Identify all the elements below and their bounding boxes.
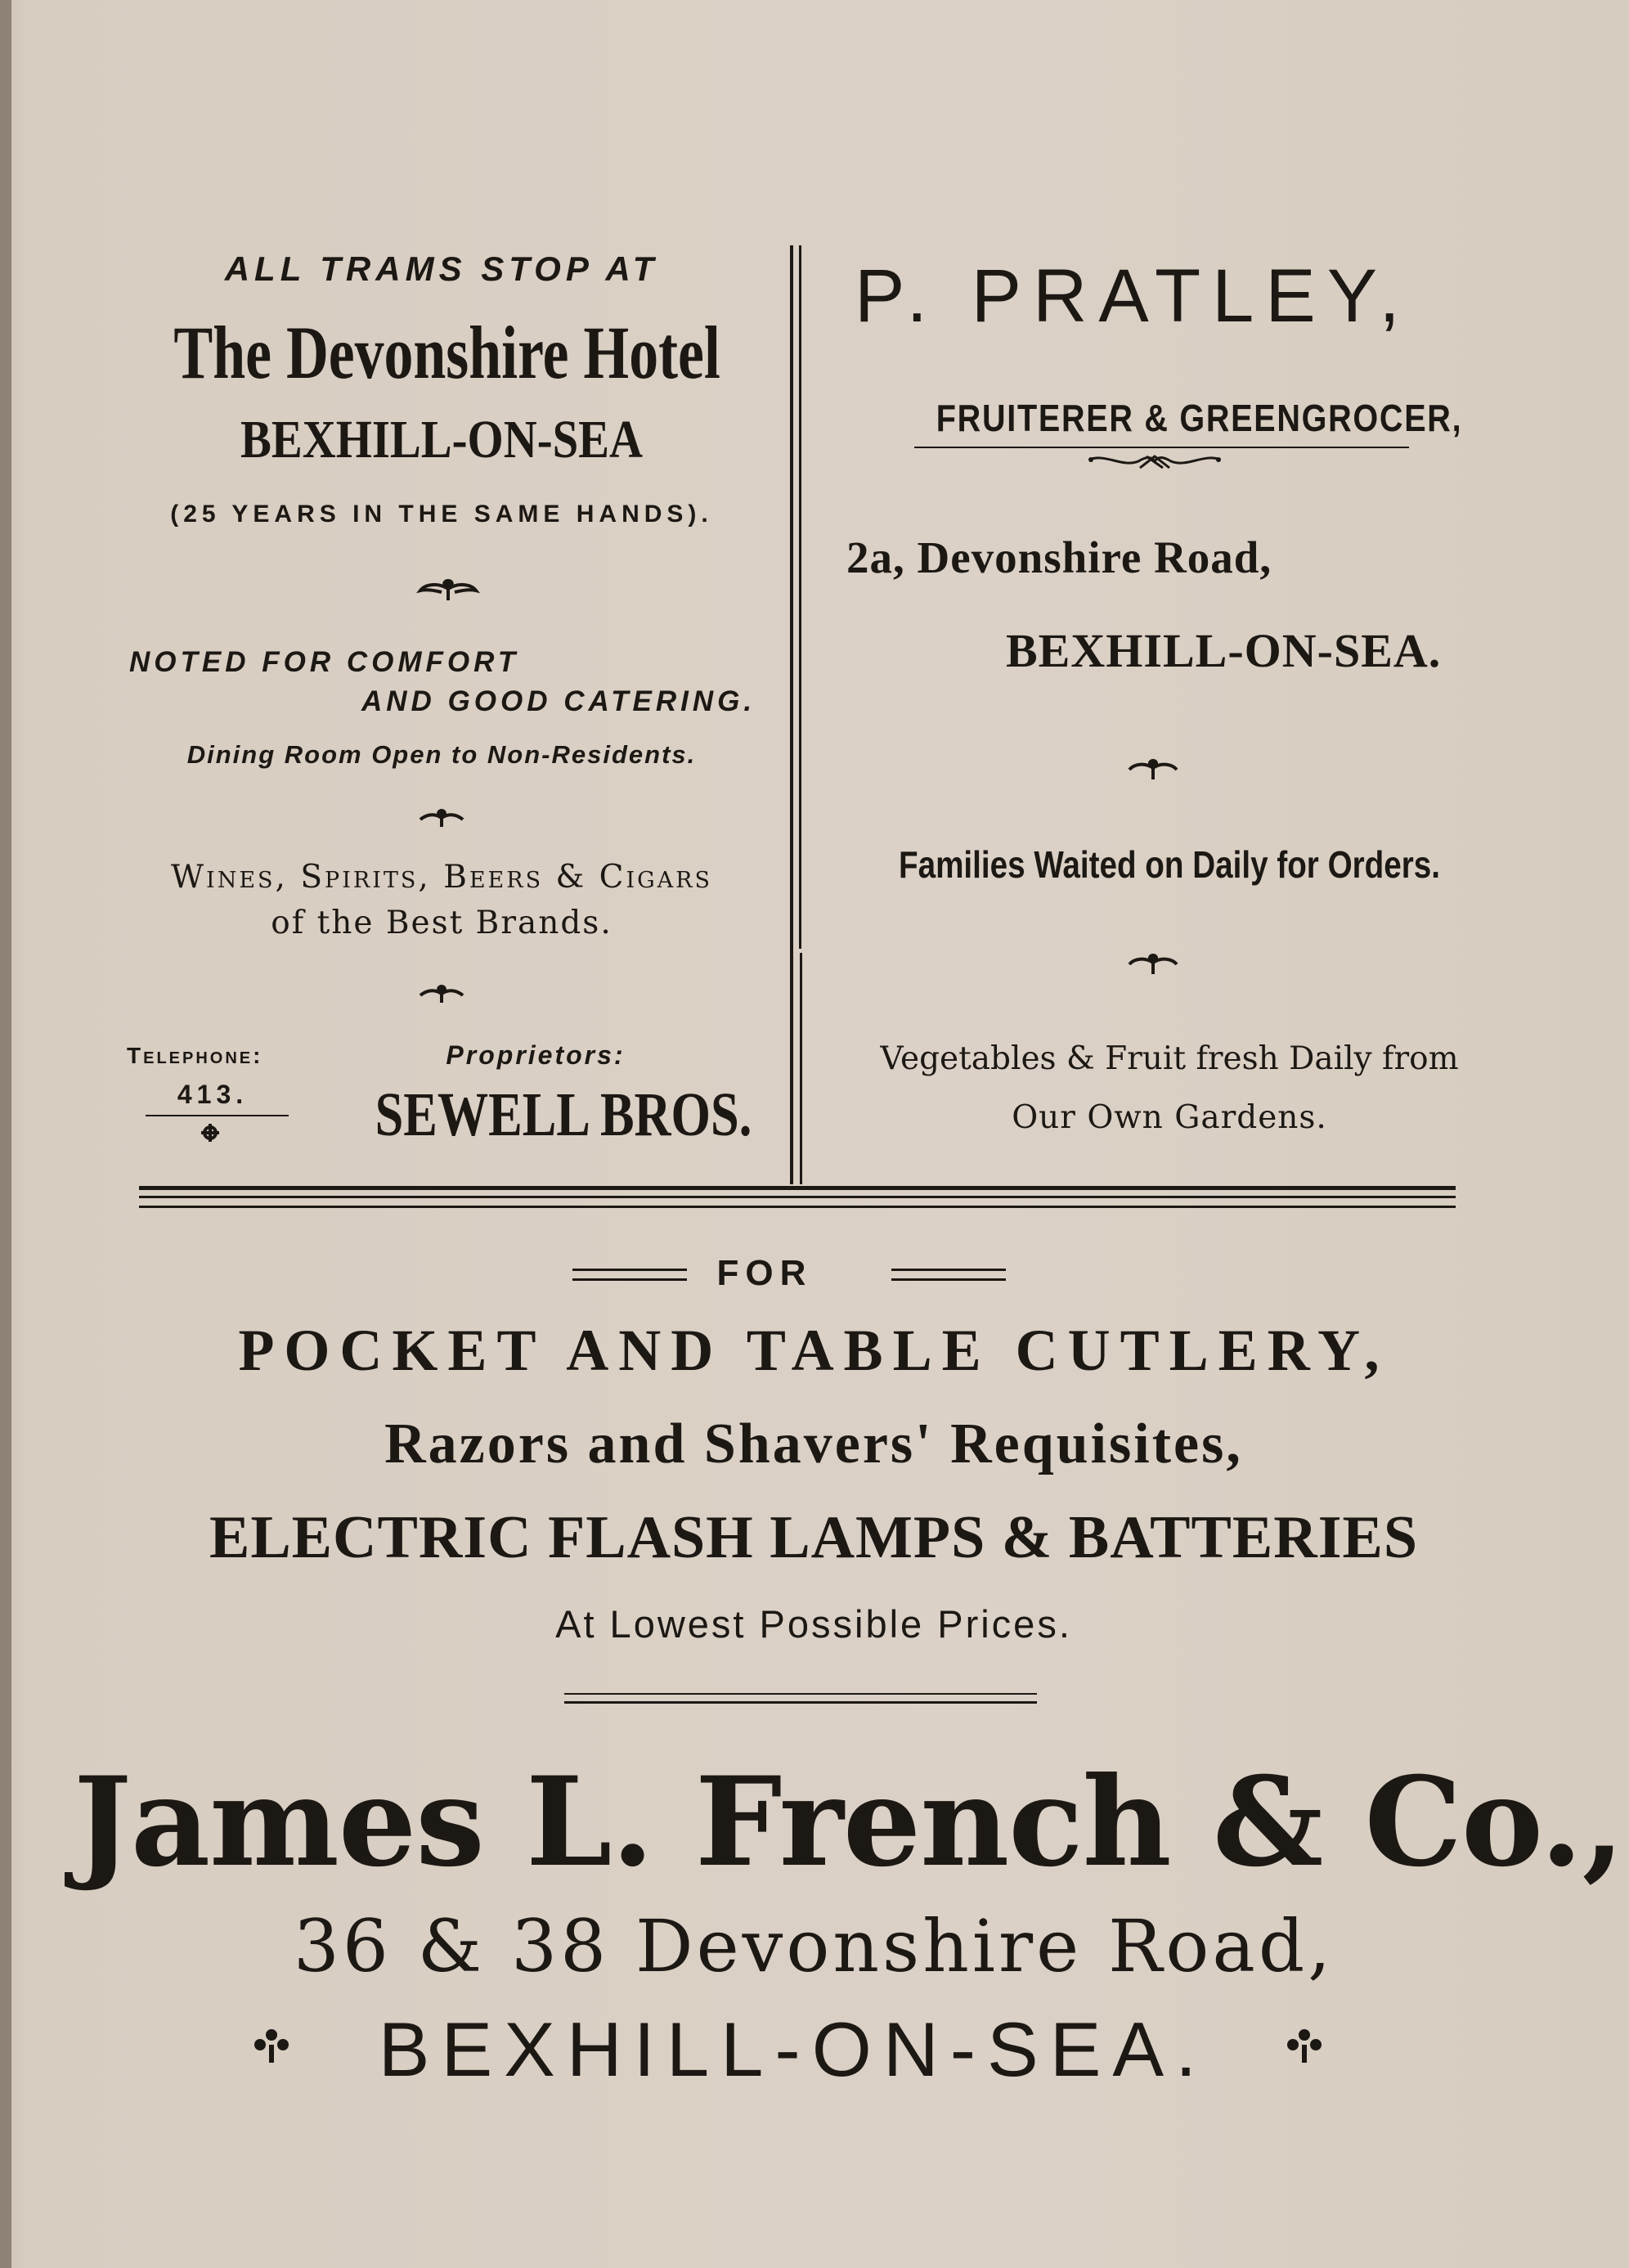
divider-rule-top [564,1693,1037,1695]
for-rule-right [891,1278,1006,1281]
dining-note: Dining Room Open to Non-Residents. [186,740,697,769]
firm-name: James L. French & Co., [74,1750,1624,1894]
for-rule-left [572,1278,687,1281]
section-rule-bottom [139,1206,1456,1208]
left-clover-ornament [247,2022,296,2071]
section-rule-top [139,1186,1456,1190]
for-rule-right [891,1269,1006,1271]
razors-line: Razors and Shavers' Requisites, [384,1412,1243,1475]
pratley-name: P. PRATLEY, [855,254,1411,338]
fleuron-ornament [1124,752,1182,785]
hotel-name: The Devonshire Hotel [173,311,720,394]
prices-line: At Lowest Possible Prices. [555,1602,1072,1646]
telephone-rule [146,1115,289,1116]
divider-rule-bottom [564,1701,1037,1704]
proprietors-name: SEWELL BROS. [375,1080,752,1149]
cross-ornament [198,1121,222,1145]
small-fleuron-ornament [417,981,466,1006]
years-note: (25 YEARS IN THE SAME HANDS). [170,501,713,528]
section-rule-mid [139,1196,1456,1198]
wines-line-2: of the Best Brands. [271,905,613,941]
pratley-town: BEXHILL-ON-SEA. [1006,624,1442,677]
comfort-line-1: NOTED FOR COMFORT [129,646,520,678]
small-fleuron-ornament [417,806,466,830]
fleuron-ornament [1124,947,1182,980]
column-divider-left [790,245,793,1184]
comfort-line-2: AND GOOD CATERING. [361,685,756,717]
proprietors-label: Proprietors: [446,1040,626,1070]
telephone-label: Telephone: [127,1043,263,1068]
for-label: FOR [716,1253,813,1293]
trade-rule [914,447,1409,448]
pratley-trade: FRUITERER & GREENGROCER, [936,397,1463,439]
pratley-address: 2a, Devonshire Road, [846,532,1272,582]
column-divider-right [799,245,801,949]
column-divider-right-lower [800,953,802,1184]
hotel-town: BEXHILL-ON-SEA [240,410,644,469]
wines-line-1: Wines, Spirits, Beers & Cigars [170,859,713,896]
for-rule-left [572,1269,687,1271]
scroll-ornament [1081,450,1228,474]
right-clover-ornament [1280,2022,1329,2071]
trams-notice: ALL TRAMS STOP AT [224,249,659,288]
lamps-line: ELECTRIC FLASH LAMPS & BATTERIES [209,1504,1419,1571]
page-spine [0,0,11,2268]
telephone-number: 413. [177,1080,249,1109]
vegetables-line-1: Vegetables & Fruit fresh Daily from [880,1040,1459,1077]
fleuron-ornament [415,573,481,605]
vegetables-line-2: Our Own Gardens. [1012,1099,1327,1136]
firm-address: 36 & 38 Devonshire Road, [293,1904,1335,1988]
cutlery-line: POCKET AND TABLE CUTLERY, [238,1318,1389,1383]
families-note: Families Waited on Daily for Orders. [898,843,1441,886]
firm-town: BEXHILL-ON-SEA. [378,2006,1209,2092]
